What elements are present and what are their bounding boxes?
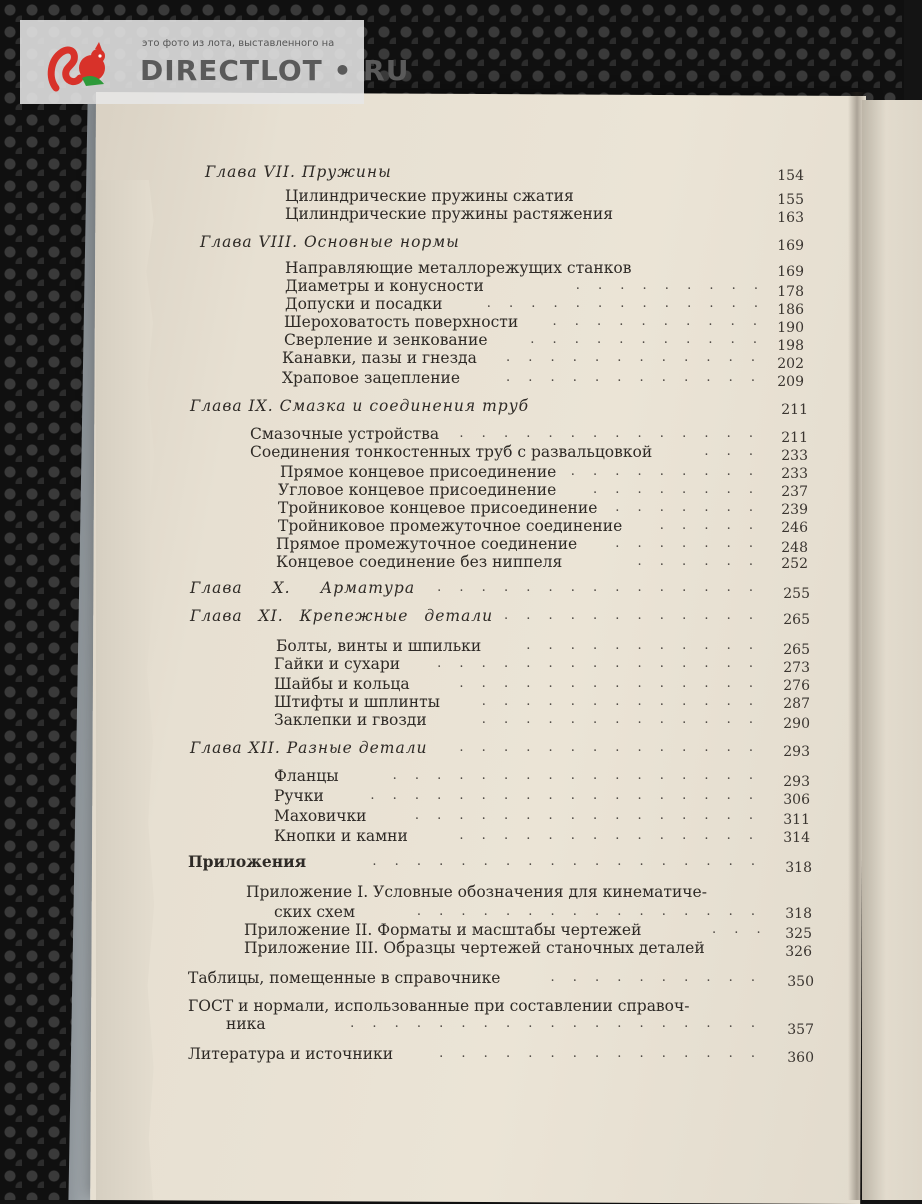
- toc-entry-text: Соединения тонкостенных труб с развальцовкой: [250, 443, 653, 461]
- toc-entry-text: Смазочные устройства: [250, 425, 440, 443]
- toc-item: [274, 826, 760, 846]
- toc-entry-text: Шайбы и кольца: [274, 675, 410, 693]
- dot-leader: . . . . . . . . . . . . .: [481, 694, 760, 709]
- dot-leader: . . . . . . . . . . . . . .: [459, 828, 760, 843]
- toc-item: [274, 692, 760, 712]
- toc-section-literature: [188, 1044, 762, 1064]
- toc-item: [274, 902, 762, 922]
- toc-entry-text: ских схем: [274, 903, 356, 921]
- toc-page-number: 169: [777, 238, 804, 254]
- toc-entry-text: Тройниковое промежуточное соединение: [278, 517, 623, 535]
- toc-item: [276, 636, 760, 656]
- toc-item: [285, 186, 765, 206]
- toc-item: [274, 766, 760, 786]
- dot-leader: . . . . . . . . .: [570, 464, 760, 479]
- dot-leader: . . . . . . . . . . . . . .: [459, 740, 760, 755]
- toc-entry-text: Диаметры и конусности: [285, 277, 484, 295]
- toc-page-number: 325: [785, 926, 812, 942]
- dot-leader: . . . . . . . . . .: [550, 970, 762, 985]
- toc-page-number: 265: [783, 642, 810, 658]
- dot-leader: . . . . . . . . . . .: [526, 638, 760, 653]
- toc-entry-text: Кнопки и камни: [274, 827, 408, 845]
- toc-entry-text: Глава VIII. Основные нормы: [200, 233, 460, 251]
- toc-entry-text: Допуски и посадки: [285, 295, 443, 313]
- toc-entry-text: Приложение III. Образцы чертежей станочных деталей: [244, 939, 705, 957]
- dot-leader: . . . . . . . . . . . . . .: [459, 676, 760, 691]
- toc-page-number: 306: [783, 792, 810, 808]
- toc-section-gost-cont: [226, 1014, 762, 1034]
- toc-page-number: 190: [777, 320, 804, 336]
- toc-entry-text: ГОСТ и нормали, использованные при составлении справоч-: [188, 997, 690, 1015]
- toc-item: [274, 806, 760, 826]
- toc-page-number: 237: [781, 484, 808, 500]
- watermark-caption: это фото из лота, выставленного на: [142, 38, 335, 49]
- dot-leader: . . . . . . . . . . . . .: [481, 712, 760, 727]
- toc-item: [284, 330, 764, 350]
- dot-leader: . . . . . . . . . . . . . . . . . .: [370, 788, 760, 803]
- toc-page-number: 209: [777, 374, 804, 390]
- toc-page-number: 350: [787, 974, 814, 990]
- dot-leader: . . . . . . . . . . . . .: [486, 296, 765, 311]
- toc-entry-text: Концевое соединение без ниппеля: [276, 553, 563, 571]
- toc-item: [274, 710, 760, 730]
- toc-item: [285, 294, 765, 314]
- toc-page-number: 202: [777, 356, 804, 372]
- toc-page-number: 211: [781, 402, 808, 418]
- toc-entry-text: Прямое концевое присоединение: [280, 463, 557, 481]
- dot-leader: . . .: [712, 922, 768, 937]
- toc-subitem: [278, 480, 760, 500]
- dot-leader: . . . . . . . . . . . . . . .: [437, 580, 760, 595]
- toc-page-number: 233: [781, 466, 808, 482]
- toc-entry-text: Направляющие металлорежущих станков: [285, 259, 632, 277]
- toc-page-number: 314: [783, 830, 810, 846]
- toc-page-number: 265: [783, 612, 810, 628]
- toc-section-tables: [188, 968, 762, 988]
- toc-section-gost: [188, 996, 762, 1016]
- toc-page-number: 211: [781, 430, 808, 446]
- toc-entry-text: Глава XII. Разные детали: [190, 739, 428, 757]
- toc-item: [250, 424, 760, 444]
- toc-chapter-11: [190, 606, 760, 626]
- toc-page-number: 163: [777, 210, 804, 226]
- dot-leader: . . . . . . . . . . . . . . . .: [416, 904, 762, 919]
- toc-entry-text: Фланцы: [274, 767, 339, 785]
- toc-entry-text: Канавки, пазы и гнезда: [282, 349, 477, 367]
- toc-page-number: 155: [777, 192, 804, 208]
- toc-item: [274, 674, 760, 694]
- toc-subitem: [278, 498, 760, 518]
- toc-entry-text: Болты, винты и шпильки: [276, 637, 482, 655]
- dot-leader: . . . . . . . . . . . . . . .: [437, 656, 760, 671]
- toc-item: [274, 786, 760, 806]
- toc-page-number: 246: [781, 520, 808, 536]
- toc-page-number: 154: [777, 168, 804, 184]
- watermark-brand: DIRECTLOT • RU: [140, 54, 410, 87]
- toc-item: [285, 276, 765, 296]
- toc-entry-text: Приложения: [188, 852, 307, 871]
- dot-leader: . . . . . . . . . . . . . . . . . .: [372, 854, 762, 869]
- toc-item: [244, 920, 768, 940]
- toc-entry-text: ника: [226, 1015, 266, 1033]
- toc-entry-text: Шероховатость поверхности: [284, 313, 519, 331]
- toc-subitem: [280, 462, 760, 482]
- toc-page-number: 233: [781, 448, 808, 464]
- toc-entry-text: Тройниковое концевое присоединение: [278, 499, 598, 517]
- toc-page-number: 198: [777, 338, 804, 354]
- toc-page-number: 239: [781, 502, 808, 518]
- toc-entry-text: Храповое зацепление: [282, 369, 461, 387]
- toc-page-number: 287: [783, 696, 810, 712]
- toc-subitem: [276, 552, 760, 572]
- toc-entry-text: Приложение I. Условные обозначения для кинематиче-: [246, 883, 707, 901]
- toc-page-number: 186: [777, 302, 804, 318]
- toc-page-number: 318: [785, 906, 812, 922]
- dot-leader: . . . . . . .: [615, 536, 760, 551]
- toc-page-number: 169: [777, 264, 804, 280]
- toc-page-number: 357: [787, 1022, 814, 1038]
- dot-leader: . . . . . . . . . . .: [530, 332, 764, 347]
- toc-chapter-10: [190, 578, 760, 598]
- toc-entry-text: Сверление и зенкование: [284, 331, 488, 349]
- toc-entry-text: Литература и источники: [188, 1045, 394, 1063]
- toc-page-number: 293: [783, 744, 810, 760]
- toc-entry-text: Ручки: [274, 787, 324, 805]
- toc-entry-text: Маховички: [274, 807, 367, 825]
- dot-leader: . . . . . . . . . . . .: [503, 608, 760, 623]
- toc-entry-text: Прямое промежуточное соединение: [276, 535, 578, 553]
- toc-item: [285, 204, 765, 224]
- toc-chapter-12: [190, 738, 760, 758]
- toc-entry-text: Глава X. Арматура: [190, 579, 416, 597]
- toc-page-number: 255: [783, 586, 810, 602]
- toc-subitem: [276, 534, 760, 554]
- toc-entry-text: Угловое концевое присоединение: [278, 481, 557, 499]
- toc-entry-text: Цилиндрические пружины растяжения: [285, 205, 613, 223]
- toc-entry-text: Заклепки и гвозди: [274, 711, 427, 729]
- dot-leader: . . . . . . . .: [593, 482, 760, 497]
- dot-leader: . . . . . . . . . . . . . . . . .: [392, 768, 760, 783]
- toc-item: [282, 348, 762, 368]
- dot-leader: . . . . . . . . . . . .: [505, 370, 762, 385]
- toc-entry-text: Глава VII. Пружины: [205, 163, 392, 181]
- dot-leader: . . . . . . . . . .: [552, 314, 764, 329]
- dot-leader: . . . . . . . . . . . . . .: [459, 426, 760, 441]
- dot-leader: . . . . . . . . . . . . . . . . . . .: [350, 1016, 762, 1031]
- toc-item: [246, 882, 766, 902]
- toc-page-number: 311: [783, 812, 810, 828]
- toc-item: [284, 312, 764, 332]
- toc-entry-text: Приложение II. Форматы и масштабы чертежей: [244, 921, 642, 939]
- dot-leader: . . . . .: [659, 518, 760, 533]
- toc-entry-text: Глава XI. Крепежные детали: [190, 607, 494, 625]
- dot-leader: . . . . . . . . . . . .: [505, 350, 762, 365]
- toc-section-appendices: [188, 852, 762, 872]
- toc-page-number: 252: [781, 556, 808, 572]
- dot-leader: . . . . . . . . . . . . . . . .: [414, 808, 760, 823]
- dot-leader: . . . . . .: [637, 554, 760, 569]
- toc-page-number: 318: [785, 860, 812, 876]
- toc-item: [285, 258, 765, 278]
- toc-page-number: 178: [777, 284, 804, 300]
- toc-item: [244, 938, 762, 958]
- dot-leader: . . .: [704, 444, 760, 459]
- toc-entry-text: Таблицы, помещенные в справочнике: [188, 969, 501, 987]
- toc-item: [250, 442, 760, 462]
- toc-item: [282, 368, 762, 388]
- toc-chapter-8: [200, 232, 760, 252]
- toc-page-number: 326: [785, 944, 812, 960]
- dot-leader: . . . . . . . . .: [575, 278, 765, 293]
- toc-subitem: [278, 516, 760, 536]
- toc-page-number: 276: [783, 678, 810, 694]
- toc-page-number: 290: [783, 716, 810, 732]
- toc-page-number: 248: [781, 540, 808, 556]
- toc-entry-text: Гайки и сухари: [274, 655, 401, 673]
- dot-leader: . . . . . . . . . . . . . . .: [439, 1046, 762, 1061]
- dot-leader: . . . . . . .: [615, 500, 760, 515]
- toc-item: [274, 654, 760, 674]
- toc-page-number: 293: [783, 774, 810, 790]
- toc-entry-text: Штифты и шплинты: [274, 693, 440, 711]
- toc-entry-text: Цилиндрические пружины сжатия: [285, 187, 574, 205]
- toc-entry-text: Глава IX. Смазка и соединения труб: [190, 397, 530, 415]
- toc-chapter-7: [205, 162, 765, 182]
- toc-page-number: 273: [783, 660, 810, 676]
- toc-chapter-9: [190, 396, 760, 416]
- toc-page-number: 360: [787, 1050, 814, 1066]
